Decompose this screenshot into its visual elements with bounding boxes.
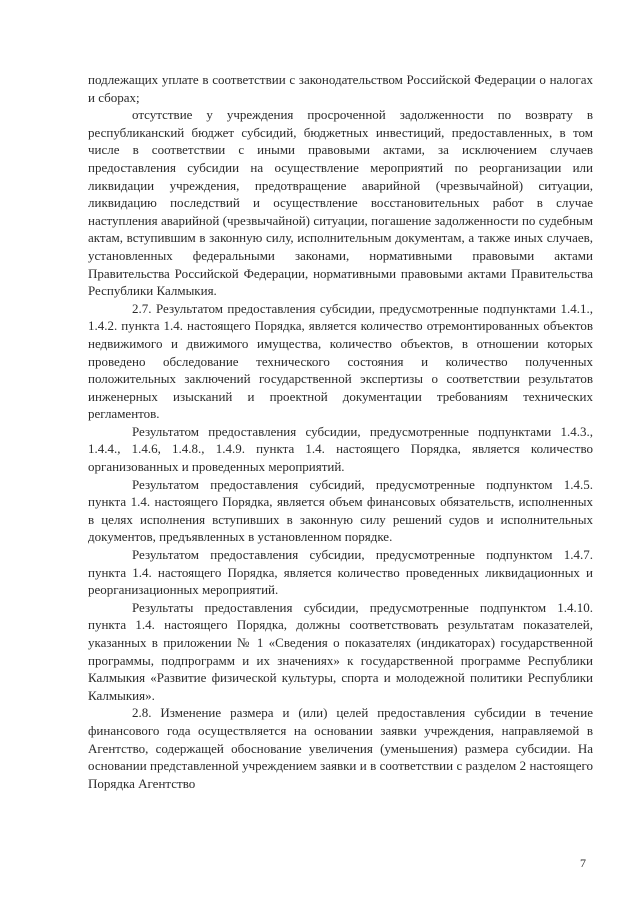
paragraph-2-7-result-repair: 2.7. Результатом предоставления субсидии, предусмотренные подпунктами 1.4.1., 1.4.2. пункта 1.4. настоящего Порядка, является количество отремонтированных объектов недвижимого и движимого имущества, количество объектов, в отношении которых проведено обследование технического состояния и количество полученных положительных заключений государственной экспертизы о соответствии результатов инженерных изысканий и проектной документации требованиям технических регламентов. <box>88 300 593 422</box>
document-body <box>88 71 593 792</box>
paragraph-continuation: подлежащих уплате в соответствии с законодательством Российской Федерации о налогах и сборах; <box>88 72 593 105</box>
paragraph-result-events: Результатом предоставления субсидии, предусмотренные подпунктами 1.4.3., 1.4.4., 1.4.6, 1.4.8., 1.4.9. пункта 1.4. настоящего Порядка, является количество организованных и проведенных мероприятий. <box>88 423 593 475</box>
page-number: 7 <box>580 856 586 870</box>
paragraph-result-court-obligations: Результатом предоставления субсидий, предусмотренные подпунктом 1.4.5. пункта 1.4. настоящего Порядка, является объем финансовых обязательств, исполненных в целях исполнения вступивших в законную силу решений судов и исполнительных документов, предъявленных в установленном порядке. <box>88 476 593 545</box>
paragraph-result-indicators: Результаты предоставления субсидии, предусмотренные подпунктом 1.4.10. пункта 1.4. настоящего Порядка, должны соответствовать результатам показателей, указанных в приложении № 1 «Сведения о показателях (индикаторах) государственной программы, подпрограмм и их значениях» к государственной программе Республики Калмыкия «Развитие физической культуры, спорта и молодежной политики Республики Калмыкия». <box>88 599 593 703</box>
paragraph-no-debt-condition: отсутствие у учреждения просроченной задолженности по возврату в республиканский бюджет субсидий, бюджетных инвестиций, предоставленных, в том числе в соответствии с иными правовыми актами, за исключением случаев предоставления субсидии на осуществление мероприятий по реорганизации или ликвидации учреждения, предотвращение аварийной (чрезвычайной) ситуации, ликвидацию последствий и осуществление восстановительных работ в случае наступления аварийной (чрезвычайной) ситуации, погашение задолженности по судебным актам, вступившим в законную силу, исполнительным документам, а также иных случаев, установленных федеральными законами, нормативными правовыми актами Правительства Российской Федерации, нормативными правовыми актами Правительства Республики Калмыкия. <box>88 107 593 299</box>
paragraph-result-liquidation: Результатом предоставления субсидии, предусмотренные подпунктом 1.4.7. пункта 1.4. настоящего Порядка, является количество проведенных ликвидационных и реорганизационных мероприятий. <box>88 547 593 598</box>
paragraph-2-8-subsidy-change: 2.8. Изменение размера и (или) целей предоставления субсидии в течение финансового года осуществляется на основании заявки учреждения, направляемой в Агентство, содержащей обоснование увеличения (уменьшения) размера субсидии. На основании представленной учреждением заявки и в соответствии с разделом 2 настоящего Порядка Агентство <box>88 705 593 791</box>
